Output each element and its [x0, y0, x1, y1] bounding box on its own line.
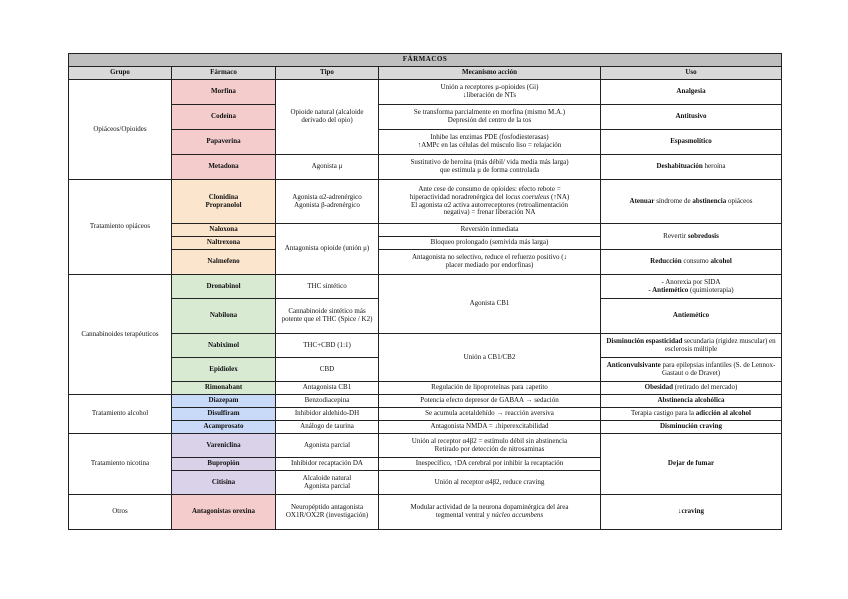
drug-naloxona: Naloxona: [172, 224, 276, 237]
tipo-metadona: Agonista μ: [276, 155, 379, 180]
drug-papaverina: Papaverina: [172, 130, 276, 155]
table-row: [69, 80, 782, 105]
mec-codeina-1: Se transforma parcialmente en morfina (mismo M.A.): [413, 108, 566, 117]
drug-table: [68, 53, 782, 530]
tipo-citisina: [276, 471, 379, 495]
tipo-rimonabant: Antagonista CB1: [276, 382, 379, 395]
uso-nalmefeno: [601, 250, 782, 275]
tipo-clonidina: [276, 180, 379, 224]
uso-nalmefeno-bold1: Reducción: [650, 257, 682, 266]
mec-morfina-1: Unión a receptores μ-opioides (Gi): [440, 83, 539, 92]
mec-naloxona: Reversión inmediata: [379, 224, 601, 237]
drug-table-container: [68, 53, 781, 530]
tipo-nabilona: Cannabinoide sintético más potente que el THC (Spice / K2): [276, 299, 379, 334]
group-cannabinoides: Cannabinoides terapéuticos: [69, 275, 172, 395]
mec-orexina-2-italic: núcleo accumbens: [491, 511, 544, 519]
uso-nabiximol: [601, 334, 782, 358]
uso-orexina-text: ↓craving: [677, 507, 705, 516]
uso-diazepam: [601, 395, 782, 408]
uso-naloxona: [601, 224, 782, 250]
table-row: [69, 382, 782, 395]
uso-acamprosato-bold: Disminución craving: [659, 422, 723, 431]
tipo-acamprosato: Análogo de taurina: [276, 421, 379, 434]
uso-dronabinol-2-bold: - Antiemético: [648, 285, 689, 294]
mec-rimonabant: Regulación de lipoproteínas para ↓apetito: [379, 382, 601, 395]
uso-acamprosato: [601, 421, 782, 434]
table-row: [69, 250, 782, 275]
table-row: [69, 334, 782, 358]
uso-epidiolex-rest: para epilepsias infantiles (S. de Lennox-Gastaut o de Dravet): [660, 360, 776, 377]
header-farmaco: Fármaco: [172, 67, 276, 80]
header-row: [69, 67, 782, 80]
mec-metadona-1: Sustitutivo de heroína (más débil/ vida media más larga): [410, 158, 569, 167]
mec-disulfiram: Se acumula acetaldehído → reacción aversiva: [379, 408, 601, 421]
uso-papaverina-text: Espasmolítico: [670, 137, 712, 146]
mec-vareniclina: [379, 434, 601, 458]
uso-dronabinol: [601, 275, 782, 299]
mec-nalmefeno-2: placer mediado por endorfinas): [445, 261, 534, 269]
drug-bupropion: Bupropión: [172, 458, 276, 471]
uso-naloxona-bold: sobredosis: [687, 231, 719, 240]
mec-bupropion: Inespecífico, ↑DA cerebral por inhibir la recaptación: [379, 458, 601, 471]
uso-disulfiram-bold: adicción al alcohol: [695, 409, 752, 418]
mec-orexina-2: [381, 512, 598, 520]
group-tratamiento-opiaceos: Tratamiento opiáceos: [69, 180, 172, 275]
uso-epidiolex-bold: Anticonvulsivante: [606, 360, 661, 369]
uso-rimonabant: [601, 382, 782, 395]
mec-codeina: [379, 105, 601, 130]
group-otros: Otros: [69, 495, 172, 530]
table-title: FÁRMACOS: [69, 54, 782, 67]
uso-morfina-text: Analgesia: [676, 87, 706, 96]
mec-acamprosato: Antagonista NMDA = ↓hiperexcitabilidad: [379, 421, 601, 434]
group-nicotina: Tratamiento nicotina: [69, 434, 172, 495]
uso-dronabinol-2: [603, 287, 779, 295]
uso-nicotina-text: Dejar de fumar: [667, 459, 715, 468]
uso-nabilona-text: Antiemético: [672, 311, 710, 320]
uso-codeina-text: Antitusivo: [675, 112, 707, 121]
uso-metadona: [601, 155, 782, 180]
drug-clonidina: Clonidina: [208, 192, 239, 201]
uso-naloxona-pre: Revertir: [663, 231, 688, 240]
uso-rimonabant-bold: Obesidad: [644, 383, 674, 392]
tipo-citisina-2: Agonista parcial: [303, 481, 351, 490]
mec-clonidina: [379, 180, 601, 224]
mec-clonidina-2b: (↑NA): [549, 192, 570, 201]
mec-metadona: [379, 155, 601, 180]
mec-agonista-cb1: Agonista CB1: [379, 275, 601, 334]
uso-metadona-rest: heroína: [702, 162, 726, 171]
table-row: [69, 434, 782, 458]
uso-metadona-bold: Deshabituación: [656, 162, 703, 171]
drug-clonidina-propranolol: [172, 180, 276, 224]
drug-metadona: Metadona: [172, 155, 276, 180]
mec-clonidina-3: El agonista α2 activa autorreceptores (retroalimentación: [410, 200, 568, 209]
mec-papaverina-1: Inhibe las enzimas PDE (fosfodiesterasas): [430, 133, 549, 142]
header-grupo: Grupo: [69, 67, 172, 80]
uso-papaverina: [601, 130, 782, 155]
mec-orexina: [379, 495, 601, 530]
mec-diazepam: Potencia efecto depresor de GABAA → sedación: [379, 395, 601, 408]
mec-nalmefeno: [379, 250, 601, 275]
drug-dronabinol: Dronabinol: [172, 275, 276, 299]
tipo-nabiximol: THC+CBD (1:1): [276, 334, 379, 358]
header-tipo: Tipo: [276, 67, 379, 80]
tipo-epidiolex: CBD: [276, 358, 379, 382]
table-row: [69, 155, 782, 180]
uso-morfina: [601, 80, 782, 105]
mec-union-cb1-cb2: Unión a CB1/CB2: [379, 334, 601, 382]
tipo-bupropion: Inhibidor recaptación DA: [276, 458, 379, 471]
mec-vareniclina-1: Unión al receptor α4β2 = estímulo débil sin abstinencia: [411, 436, 568, 445]
mec-citisina: Unión al receptor α4β2, reduce craving: [379, 471, 601, 495]
uso-clonidina-rest: opiáceos: [726, 196, 753, 205]
tipo-antagonista-opioide: Antagonista opioide (unión μ): [276, 224, 379, 275]
table-row: [69, 180, 782, 224]
table-row: [69, 105, 782, 130]
header-uso: Uso: [601, 67, 782, 80]
uso-nalmefeno-mid: consumo: [681, 257, 711, 266]
uso-disulfiram: [601, 408, 782, 421]
uso-clonidina: [601, 180, 782, 224]
tipo-clonidina-2: Agonista β-adrenérgico: [294, 200, 360, 209]
tipo-orexina: Neuropéptido antagonista OX1R/OX2R (investigación): [276, 495, 379, 530]
mec-orexina-1: Modular actividad de la neurona dopaminérgica del área: [410, 503, 569, 512]
group-alcohol: Tratamiento alcohol: [69, 395, 172, 434]
header-mecanismo: Mecanismo acción: [379, 67, 601, 80]
tipo-citisina-1: Alcaloide natural: [302, 473, 352, 482]
uso-nabilona: [601, 299, 782, 334]
table-row: [69, 395, 782, 408]
drug-nalmefeno: Nalmefeno: [172, 250, 276, 275]
uso-clonidina-mid: síndrome de: [654, 196, 693, 205]
group-opiaceos: Opiáceos/Opioides: [69, 80, 172, 180]
drug-codeina: Codeína: [172, 105, 276, 130]
table-row: [69, 224, 782, 237]
mec-morfina: [379, 80, 601, 105]
mec-clonidina-2-italic: locus coeruleus: [505, 192, 550, 201]
mec-papaverina: [379, 130, 601, 155]
table-row: [69, 130, 782, 155]
drug-nabiximol: Nabiximol: [172, 334, 276, 358]
mec-nalmefeno-1: Antagonista no selectivo, reduce el refuerzo positivo (↓: [411, 253, 568, 262]
drug-morfina: Morfina: [172, 80, 276, 105]
uso-rimonabant-rest: (retirado del mercado): [673, 383, 738, 392]
table-row: [69, 408, 782, 421]
drug-disulfiram: Disulfiram: [172, 408, 276, 421]
uso-dronabinol-1: - Anorexia por SIDA: [661, 277, 721, 286]
uso-clonidina-bold1: Atenuar: [629, 196, 655, 205]
drug-propranolol: Propranolol: [205, 200, 242, 209]
mec-naltrexona: Bloqueo prolongado (semivida más larga): [379, 237, 601, 250]
table-row: [69, 421, 782, 434]
tipo-dronabinol: THC sintético: [276, 275, 379, 299]
mec-clonidina-4: negativa) = frenar liberación NA: [443, 208, 536, 217]
uso-nalmefeno-bold2: alcohol: [710, 257, 732, 266]
tipo-opioide-natural: Opioide natural (alcaloide derivado del opio): [276, 80, 379, 155]
uso-disulfiram-pre: Terapia castigo para la: [630, 409, 696, 418]
mec-codeina-2: Depresión del centro de la tos: [447, 116, 532, 124]
drug-rimonabant: Rimonabant: [172, 382, 276, 395]
mec-clonidina-2a: hiperactividad noradrenérgica del: [409, 192, 506, 201]
mec-orexina-2a: tegmental ventral y: [435, 511, 492, 519]
tipo-vareniclina: Agonista parcial: [276, 434, 379, 458]
uso-codeina: [601, 105, 782, 130]
mec-papaverina-2: ↑AMPc en las células del músculo liso = relajación: [417, 141, 562, 149]
uso-nabiximol-rest: secundaria (rigidez muscular) en esclerosis múltiple: [664, 336, 776, 353]
uso-nabiximol-bold: Disminución espasticidad: [606, 336, 683, 345]
uso-diazepam-text: Abstinencia alcohólica: [657, 396, 725, 405]
mec-morfina-2: ↓liberación de NTs: [462, 91, 517, 99]
drug-epidiolex: Epidiolex: [172, 358, 276, 382]
uso-epidiolex: [601, 358, 782, 382]
uso-clonidina-bold2: abstinencia: [692, 196, 727, 205]
mec-clonidina-1: Ante cese de consumo de opioides: efecto rebote =: [418, 184, 561, 193]
tipo-disulfiram: Inhibidor aldehido-DH: [276, 408, 379, 421]
drug-orexina: Antagonistas orexina: [172, 495, 276, 530]
drug-acamprosato: Acamprosato: [172, 421, 276, 434]
table-row: [69, 275, 782, 299]
mec-vareniclina-2: Retirado por detección de nitrosaminas: [434, 444, 545, 453]
drug-nabilona: Nabilona: [172, 299, 276, 334]
uso-nicotina: [601, 434, 782, 495]
drug-naltrexona: Naltrexona: [172, 237, 276, 250]
mec-metadona-2: que estimula μ de forma controlada: [439, 166, 540, 174]
uso-dronabinol-2-rest: (quimioterapia): [688, 285, 734, 294]
drug-citisina: Citisina: [172, 471, 276, 495]
tipo-diazepam: Benzodiacepina: [276, 395, 379, 408]
uso-orexina: [601, 495, 782, 530]
drug-vareniclina: Vareniclina: [172, 434, 276, 458]
table-row: [69, 495, 782, 530]
tipo-clonidina-1: Agonista α2-adrenérgico: [292, 192, 362, 201]
drug-diazepam: Diazepam: [172, 395, 276, 408]
